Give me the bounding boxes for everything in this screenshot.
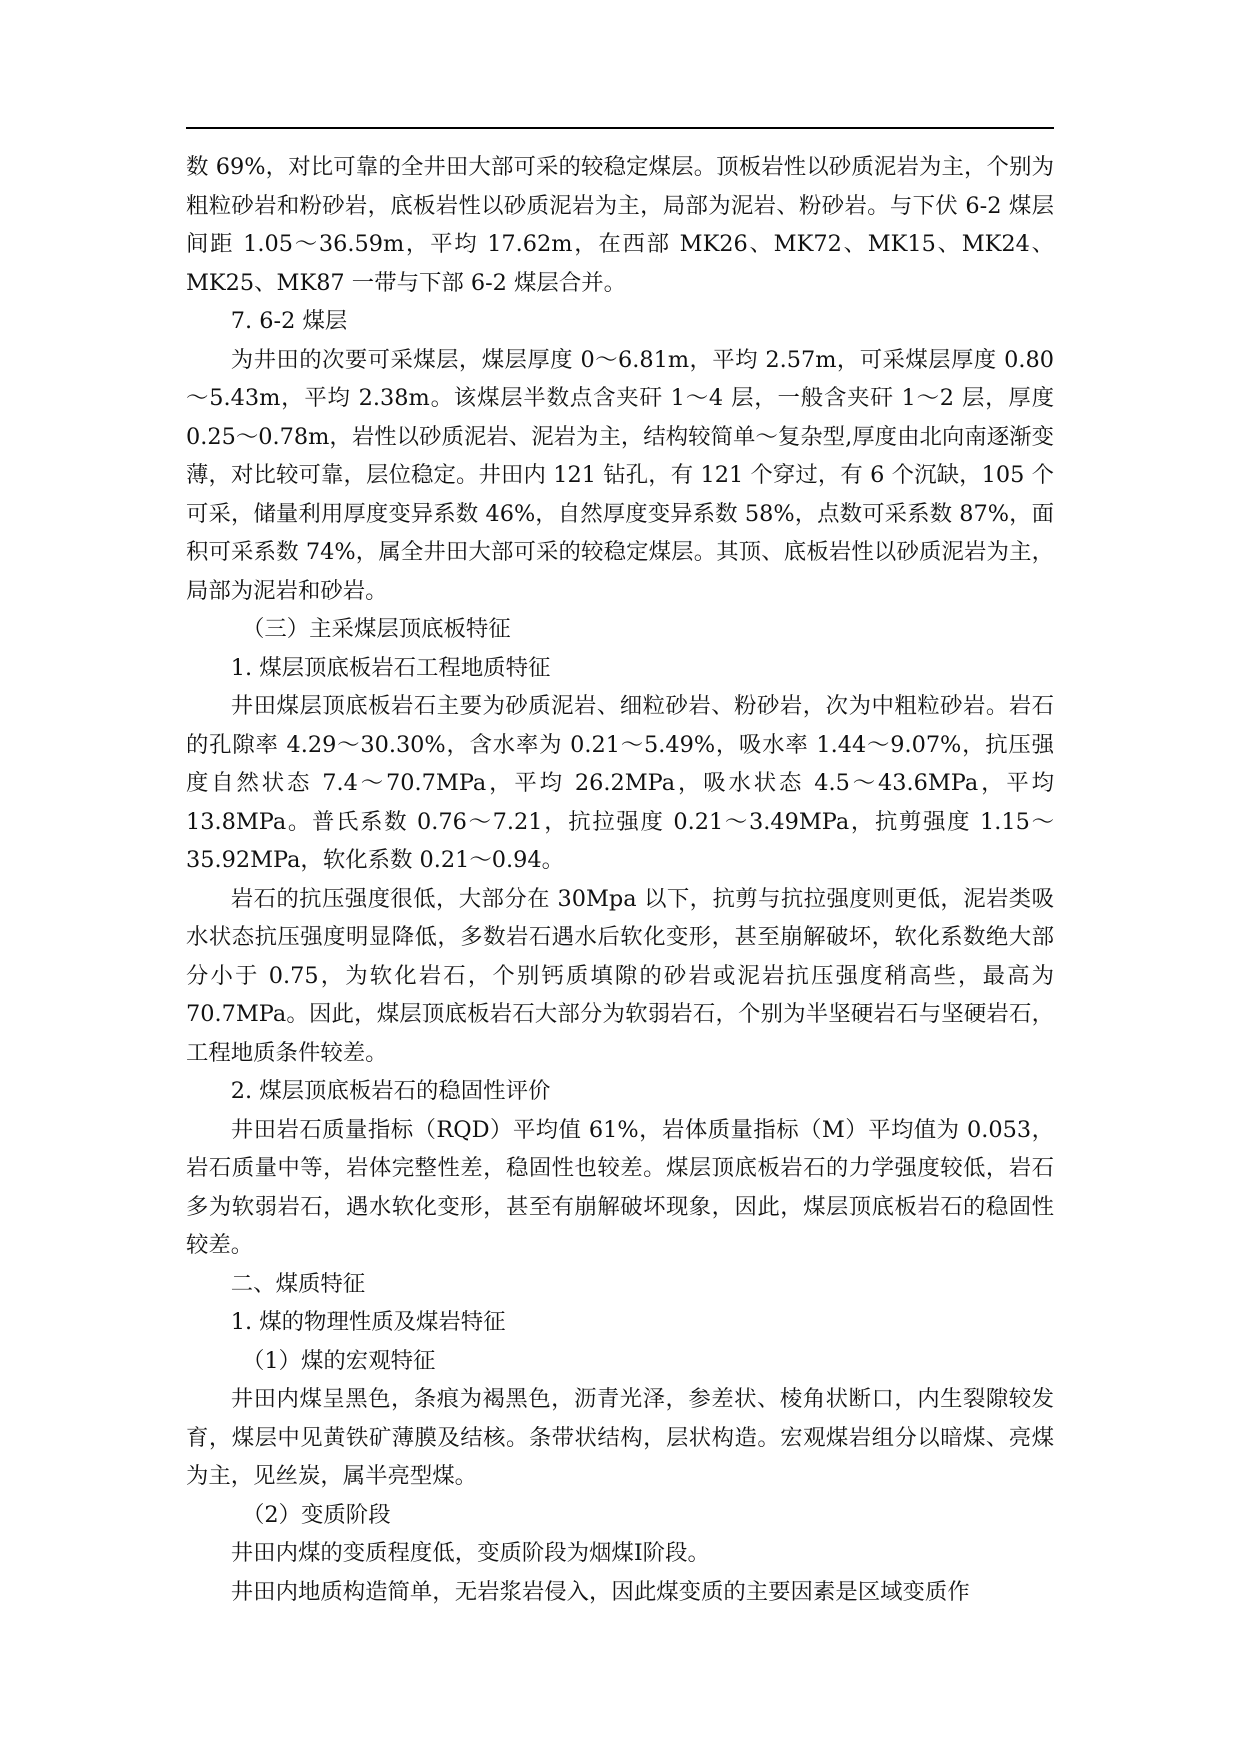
subsection-heading-physical-properties: 1. 煤的物理性质及煤岩特征 (230, 1309, 506, 1335)
section-heading-6-2-seam: 7. 6-2 煤层 (230, 308, 348, 334)
paragraph-macro-features: 井田内煤呈黑色，条痕为褐黑色，沥青光泽，参差状、棱角状断口，内生裂隙较发育，煤层中见黄铁矿薄膜及结核。条带状结构，层状构造。宏观煤岩组分以暗煤、亮煤为主，见丝炭，属半亮型煤。 (186, 1386, 1054, 1489)
subsection-heading-stability: 2. 煤层顶底板岩石的稳固性评价 (230, 1078, 551, 1104)
subsection-heading-engineering-geology: 1. 煤层顶底板岩石工程地质特征 (230, 654, 551, 681)
paragraph-continued: 数 69%，对比可靠的全井田大部可采的较稳定煤层。顶板岩性以砂质泥岩为主，个别为粗粒砂岩和粉砂岩，底板岩性以砂质泥岩为主，局部为泥岩、粉砂岩。与下伏 6-2 煤层间距 1.05～36.59m，平均 17.62m，在西部 MK26、MK72、MK15、MK24、MK25、MK87 一带与下部 6-2 煤层合并。 (186, 154, 1054, 296)
subsection-heading-macro-features: （1）煤的宏观特征 (242, 1347, 436, 1374)
paragraph-rock-strength: 岩石的抗压强度很低，大部分在 30Mpa 以下，抗剪与抗拉强度则更低，泥岩类吸水状态抗压强度明显降低，多数岩石遇水后软化变形，甚至崩解破坏，软化系数绝大部分小于 0.75，为软化岩石，个别钙质填隙的砂岩或泥岩抗压强度稍高些，最高为 70.7MPa。因此，煤层顶底板岩石大部分为软弱岩石，个别为半坚硬岩石与坚硬岩石，工程地质条件较差。 (186, 885, 1054, 1066)
section-heading-roof-floor: （三）主采煤层顶底板特征 (242, 616, 511, 642)
document-body (186, 148, 1054, 1611)
paragraph-rock-properties: 井田煤层顶底板岩石主要为砂质泥岩、细粒砂岩、粉砂岩，次为中粗粒砂岩。岩石的孔隙率 4.29～30.30%，含水率为 0.21～5.49%，吸水率 1.44～9.07%，抗压强度自然状态 7.4～70.7MPa，平均 26.2MPa，吸水状态 4.5～43.6MPa，平均 13.8MPa。普氏系数 0.76～7.21，抗拉强度 0.21～3.49MPa，抗剪强度 1.15～35.92MPa，软化系数 0.21～0.94。 (186, 693, 1054, 873)
subsection-heading-metamorphic-stage: （2）变质阶段 (242, 1501, 391, 1528)
paragraph-metamorphism-cause: 井田内地质构造简单，无岩浆岩侵入，因此煤变质的主要因素是区域变质作 (230, 1578, 970, 1605)
section-heading-coal-quality: 二、煤质特征 (230, 1270, 366, 1297)
paragraph-stability: 井田岩石质量指标（RQD）平均值 61%，岩体质量指标（M）平均值为 0.053，岩石质量中等，岩体完整性差，稳固性也较差。煤层顶底板岩石的力学强度较低，岩石多为软弱岩石，遇水软化变形，甚至有崩解破坏现象，因此，煤层顶底板岩石的稳固性较差。 (186, 1116, 1054, 1258)
header-rule (186, 127, 1054, 129)
paragraph-metamorphic-stage: 井田内煤的变质程度低，变质阶段为烟煤Ⅰ阶段。 (230, 1540, 710, 1566)
paragraph-6-2-seam: 为井田的次要可采煤层，煤层厚度 0～6.81m，平均 2.57m，可采煤层厚度 0.80～5.43m，平均 2.38m。该煤层半数点含夹矸 1～4 层，一般含夹矸 1～2 层，厚度 0.25～0.78m，岩性以砂质泥岩、泥岩为主，结构较简单～复杂型,厚度由北向南逐渐变薄，对比较可靠，层位稳定。井田内 121 钻孔，有 121 个穿过，有 6 个沉缺，105 个可采，储量利用厚度变异系数 46%，自然厚度变异系数 58%，点数可采系数 87%，面积可采系数 74%，属全井田大部可采的较稳定煤层。其顶、底板岩性以砂质泥岩为主，局部为泥岩和砂岩。 (186, 346, 1054, 604)
